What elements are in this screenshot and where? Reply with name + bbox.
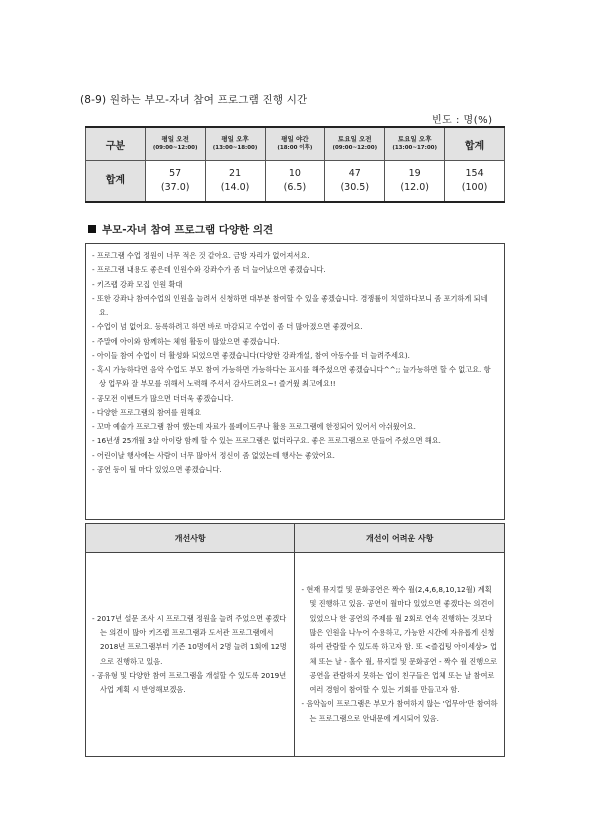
row-label: 합계 xyxy=(86,161,146,203)
header-col: 토요일 오전 (09:00~12:00) xyxy=(325,127,385,161)
list-item: - 공연 등이 될 마다 있었으면 좋겠습니다. xyxy=(92,464,222,474)
table-row xyxy=(86,553,505,757)
table-row xyxy=(86,161,505,203)
table-cell: 19 (12.0) xyxy=(385,161,445,203)
list-item: - 아이들 참여 수업이 더 활성화 되었으면 좋겠습니다(다양한 강좌개설, 참여 아동수를 더 늘려주세요). xyxy=(92,350,410,360)
opinion-list xyxy=(92,249,496,477)
list-item: - 꼬마 예술가 프로그램 참여 했는데 자료가 롤페이드쿠나 활용 프로그램에 한정되어 있어서 아쉬웠어요. xyxy=(92,422,416,431)
list-item: - 키즈랩 강좌 모집 인원 확대 xyxy=(92,279,183,289)
header-col: 평일 야간 (18:00 이후) xyxy=(265,127,325,161)
list-item: - 또한 강좌나 참여수업의 인원을 늘려서 신청하면 대부분 참여할 수 있을 좋겠습니다. 경쟁률이 치열하다보니 좀 포기하게 되네요. xyxy=(92,293,488,317)
table-cell: 154 (100) xyxy=(445,161,505,203)
list-item: - 수업이 넘 없어요. 등록하려고 하면 바로 마감되고 수업이 좀 더 많아졌으면 좋겠어요. xyxy=(92,322,363,332)
opinion-heading: 부모-자녀 참여 프로그램 다양한 의견 xyxy=(88,222,273,237)
list-item: - 프로그램 수업 정원이 너무 적은 것 같아요. 금방 자리가 없어져서요. xyxy=(92,251,310,260)
list-item: - 2017년 설문 조사 시 프로그램 정원을 늘려 주었으면 좋겠다는 의견이 많아 키즈랩 프로그램과 도서관 프로그램에서 2018년 프로그램부터 기존 10명에서 2명 늘려 1회에 12명으로 진행하고 있음. xyxy=(92,613,287,666)
time-preference-table xyxy=(85,126,505,203)
table-header-row xyxy=(86,127,505,161)
list-item: - 혹시 가능하다면 음악 수업도 부모 참여 가능하면 가능하다는 표시를 해주셨으면 좋겠습니다^^;; 늘가능하면 할 수 없고요. 항상 업무와 잘 부모를 위해서 노력해 주셔서 감사드려요~! 즐거웠 최고에요!! xyxy=(92,365,491,389)
unit-label: 빈도 : 명(%) xyxy=(432,115,493,126)
list-item: - 공유형 및 다양한 참여 프로그램을 개설할 수 있도록 2019년 사업 계획 시 반영해보겠음. xyxy=(92,670,287,695)
header-col: 평일 오전 (09:00~12:00) xyxy=(145,127,205,161)
table-cell: 21 (14.0) xyxy=(205,161,265,203)
header-col: 평일 오후 (13:00~18:00) xyxy=(205,127,265,161)
list-item: - 어린이날 행사에는 사람이 너무 많아서 정신이 좀 없었는데 행사는 좋았어요. xyxy=(92,450,335,460)
header-category: 구분 xyxy=(86,127,146,161)
square-bullet-icon xyxy=(88,225,96,233)
table-cell: 47 (30.5) xyxy=(325,161,385,203)
improvement-cell xyxy=(86,553,295,757)
difficult-header: 개선이 어려운 사항 xyxy=(295,524,505,553)
difficult-cell xyxy=(295,553,505,757)
list-item: - 음악놀이 프로그램은 부모가 참여하지 않는 '업무아'만 참여하는 프로그램으로 안내문에 게시되어 있음. xyxy=(301,699,498,723)
table-header-row xyxy=(86,524,505,553)
opinion-box xyxy=(85,243,505,520)
list-item: - 프로그램 내용도 좋은데 인원수와 강좌수가 좀 더 늘어났으면 좋겠습니다. xyxy=(92,265,326,275)
table-cell: 10 (6.5) xyxy=(265,161,325,203)
table-cell: 57 (37.0) xyxy=(145,161,205,203)
list-item: - 다양한 프로그램의 참여를 원해요 xyxy=(92,407,201,417)
list-item: - 16년생 25개월 3살 아이랑 함께 할 수 있는 프로그램은 없더라구요. 좋은 프로그램으로 만들어 주셨으면 해요. xyxy=(92,436,441,446)
list-item: - 공모전 이벤트가 많으면 더더욱 좋겠습니다. xyxy=(92,393,234,403)
header-col: 토요일 오후 (13:00~17:00) xyxy=(385,127,445,161)
improvement-header: 개선사항 xyxy=(86,524,295,553)
header-total: 합계 xyxy=(445,127,505,161)
section-title: (8-9) 원하는 부모-자녀 참여 프로그램 진행 시간 xyxy=(80,94,308,106)
list-item: - 현재 뮤지컬 및 문화공연은 짝수 월(2,4,6,8,10,12월) 계획 및 진행하고 있음. 공연이 월마다 있었으면 좋겠다는 의견이 있었으나 한 공연의 주제를 월 2회로 연속 진행하는 것보다 많은 인원을 나누어 수용하고, 가능한 시간에 자유롭게 신청하여 관람할 수 있도록 하고자 함. 또 <즐겁팅 아이세상> 업체 또는 날 - 홀수 월, 뮤지컬 및 문화공연 - 짝수 월 진행으로 공연을 관람하지 못하는 업이 친구들은 업체 또는 날 참여로 여러 경험이 참여할 수 있는 기회를 만들고자 함. xyxy=(301,585,498,695)
improvement-table xyxy=(85,523,505,757)
list-item: - 주말에 아이와 함께하는 체험 활동이 많았으면 좋겠습니다. xyxy=(92,336,280,346)
